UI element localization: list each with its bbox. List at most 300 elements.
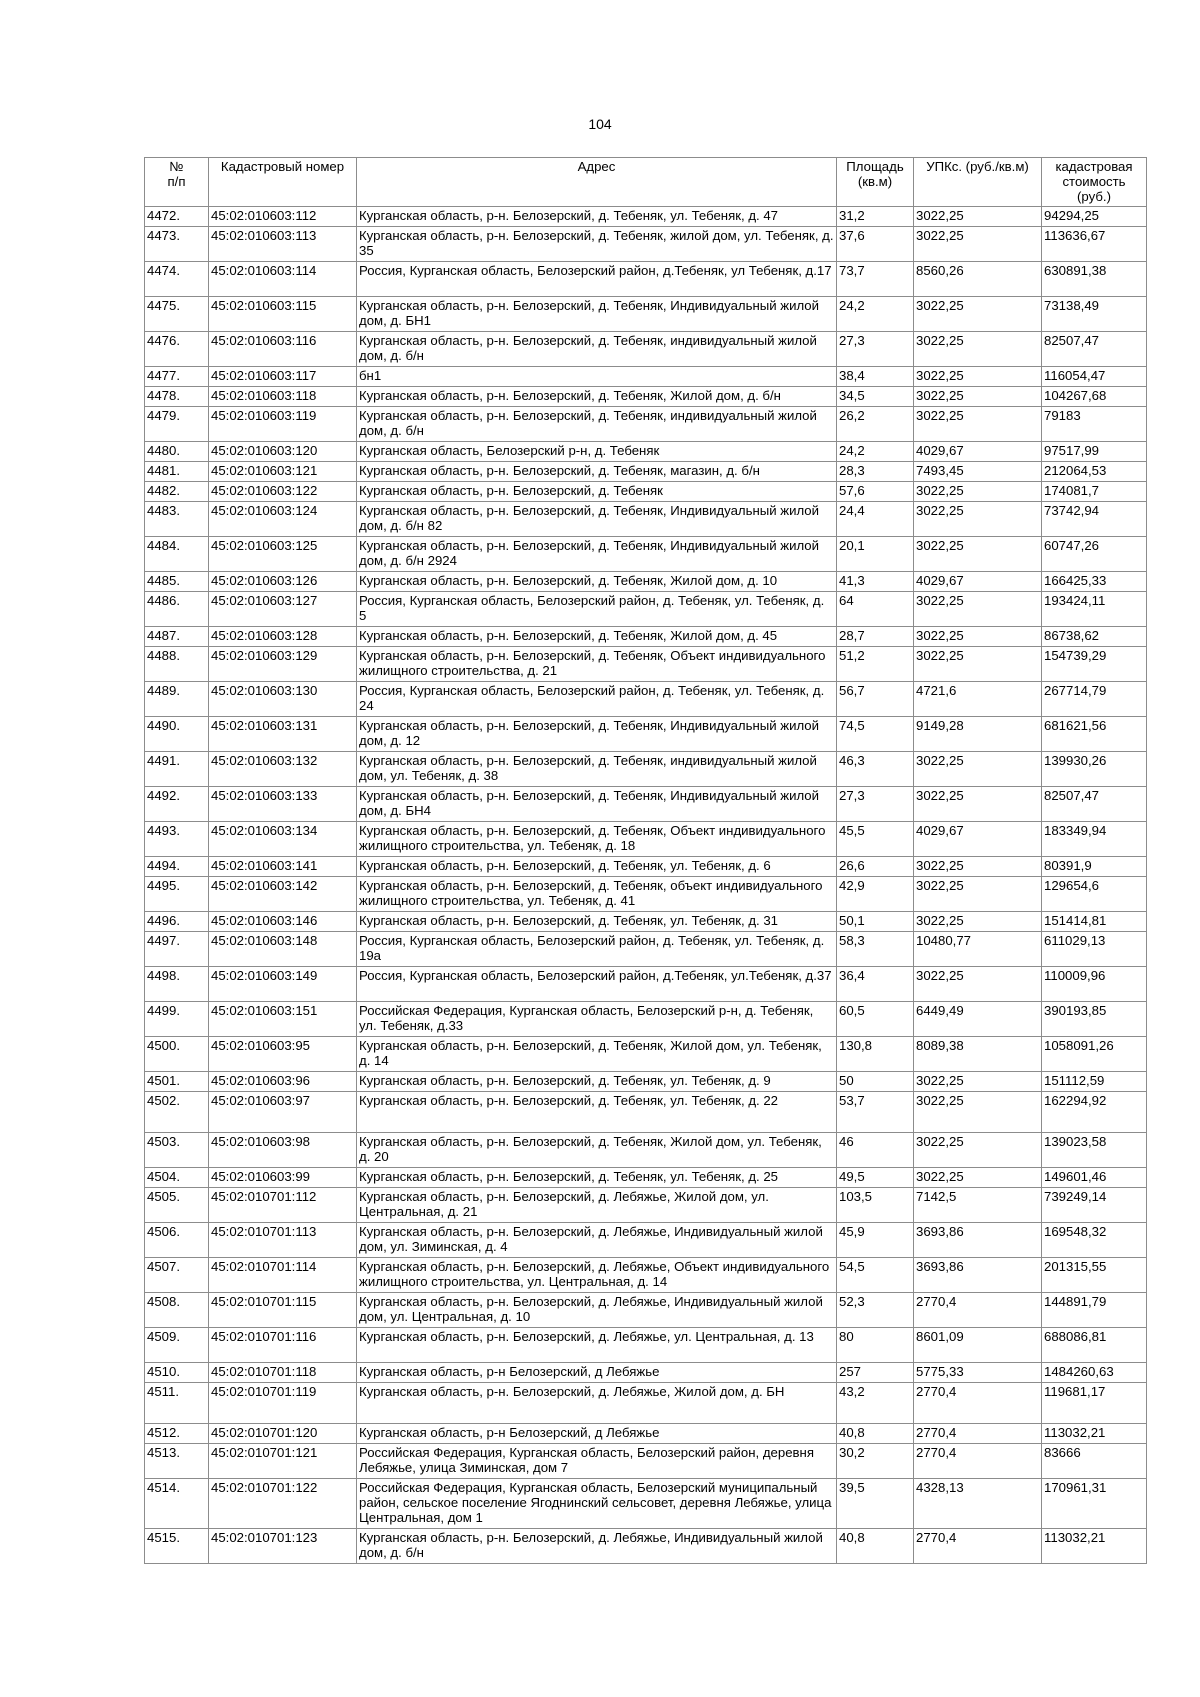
cell-address: Курганская область, р-н. Белозерский, д. Лебяжье, Индивидуальный жилой дом, д. б/н	[357, 1529, 837, 1564]
cell-cadastral-number: 45:02:010603:127	[209, 592, 357, 627]
table-row	[145, 647, 1147, 682]
cell-address: бн1	[357, 367, 837, 387]
cell-cadastral-value: 169548,32	[1042, 1223, 1147, 1258]
cell-upks: 3693,86	[914, 1223, 1042, 1258]
cell-number: 4475.	[145, 297, 209, 332]
cell-cadastral-number: 45:02:010603:125	[209, 537, 357, 572]
table-row	[145, 387, 1147, 407]
cell-area: 57,6	[837, 482, 914, 502]
cell-cadastral-value: 97517,99	[1042, 442, 1147, 462]
cell-upks: 8601,09	[914, 1328, 1042, 1363]
cell-upks: 3022,25	[914, 647, 1042, 682]
cell-area: 43,2	[837, 1383, 914, 1424]
table-row	[145, 482, 1147, 502]
cell-cadastral-number: 45:02:010603:97	[209, 1092, 357, 1133]
cell-upks: 6449,49	[914, 1002, 1042, 1037]
cell-area: 50	[837, 1072, 914, 1092]
cell-number: 4514.	[145, 1479, 209, 1529]
cell-address: Россия, Курганская область, Белозерский район, д. Тебеняк, ул. Тебеняк, д. 5	[357, 592, 837, 627]
cell-address: Курганская область, р-н. Белозерский, д. Тебеняк, ул. Тебеняк, д. 22	[357, 1092, 837, 1133]
header-cadastral-number: Кадастровый номер	[209, 158, 357, 207]
table-row	[145, 1188, 1147, 1223]
cell-area: 36,4	[837, 967, 914, 1002]
cell-upks: 4029,67	[914, 442, 1042, 462]
cell-number: 4483.	[145, 502, 209, 537]
cell-address: Курганская область, р-н. Белозерский, д. Тебеняк, ул. Тебеняк, д. 9	[357, 1072, 837, 1092]
cell-upks: 4029,67	[914, 572, 1042, 592]
cell-address: Курганская область, р-н. Белозерский, д. Тебеняк, Жилой дом, д. 10	[357, 572, 837, 592]
cell-cadastral-value: 212064,53	[1042, 462, 1147, 482]
cell-upks: 3022,25	[914, 627, 1042, 647]
cell-address: Курганская область, р-н. Белозерский, д. Тебеняк, индивидуальный жилой дом, ул. Тебеняк, д. 38	[357, 752, 837, 787]
cell-cadastral-number: 45:02:010603:129	[209, 647, 357, 682]
cell-address: Курганская область, р-н. Белозерский, д. Тебеняк, Объект индивидуального жилищного строительства, д. 21	[357, 647, 837, 682]
cell-address: Курганская область, р-н. Белозерский, д. Тебеняк, Индивидуальный жилой дом, д. БН4	[357, 787, 837, 822]
cell-address: Курганская область, р-н. Белозерский, д. Лебяжье, Объект индивидуального жилищного строительства, ул. Центральная, д. 14	[357, 1258, 837, 1293]
cell-address: Курганская область, р-н. Белозерский, д. Тебеняк, Индивидуальный жилой дом, д. 12	[357, 717, 837, 752]
cell-address: Россия, Курганская область, Белозерский район, д. Тебеняк, ул. Тебеняк, д. 24	[357, 682, 837, 717]
table-row	[145, 1424, 1147, 1444]
cell-area: 26,2	[837, 407, 914, 442]
table-row	[145, 857, 1147, 877]
cell-number: 4473.	[145, 227, 209, 262]
cell-address: Курганская область, р-н. Белозерский, д. Тебеняк, Жилой дом, д. 45	[357, 627, 837, 647]
cell-area: 56,7	[837, 682, 914, 717]
cell-cadastral-number: 45:02:010603:120	[209, 442, 357, 462]
table-row	[145, 442, 1147, 462]
cell-area: 24,2	[837, 297, 914, 332]
cell-address: Курганская область, р-н. Белозерский, д. Тебеняк, Жилой дом, ул. Тебеняк, д. 14	[357, 1037, 837, 1072]
table-row	[145, 1072, 1147, 1092]
cell-address: Курганская область, р-н Белозерский, д Лебяжье	[357, 1424, 837, 1444]
cell-cadastral-number: 45:02:010603:134	[209, 822, 357, 857]
cell-area: 130,8	[837, 1037, 914, 1072]
cell-number: 4508.	[145, 1293, 209, 1328]
cell-cadastral-number: 45:02:010603:131	[209, 717, 357, 752]
cell-area: 58,3	[837, 932, 914, 967]
cell-cadastral-value: 630891,38	[1042, 262, 1147, 297]
cell-address: Курганская область, р-н. Белозерский, д. Лебяжье, Индивидуальный жилой дом, ул. Центральная, д. 10	[357, 1293, 837, 1328]
cell-number: 4480.	[145, 442, 209, 462]
cell-cadastral-value: 80391,9	[1042, 857, 1147, 877]
cell-upks: 3022,25	[914, 207, 1042, 227]
table-row	[145, 207, 1147, 227]
table-row	[145, 592, 1147, 627]
cell-cadastral-value: 110009,96	[1042, 967, 1147, 1002]
cell-cadastral-value: 83666	[1042, 1444, 1147, 1479]
cell-number: 4509.	[145, 1328, 209, 1363]
cell-area: 60,5	[837, 1002, 914, 1037]
table-row	[145, 932, 1147, 967]
cell-cadastral-number: 45:02:010603:117	[209, 367, 357, 387]
cell-address: Курганская область, р-н. Белозерский, д. Тебеняк, ул. Тебеняк, д. 6	[357, 857, 837, 877]
cell-cadastral-number: 45:02:010603:124	[209, 502, 357, 537]
cell-area: 27,3	[837, 332, 914, 367]
cell-cadastral-value: 149601,46	[1042, 1168, 1147, 1188]
cell-upks: 3022,25	[914, 502, 1042, 537]
cell-number: 4478.	[145, 387, 209, 407]
cell-number: 4513.	[145, 1444, 209, 1479]
cell-upks: 3022,25	[914, 857, 1042, 877]
cell-cadastral-number: 45:02:010603:114	[209, 262, 357, 297]
table-row	[145, 967, 1147, 1002]
cell-area: 34,5	[837, 387, 914, 407]
cell-area: 74,5	[837, 717, 914, 752]
cell-area: 46,3	[837, 752, 914, 787]
cell-area: 28,3	[837, 462, 914, 482]
cell-number: 4492.	[145, 787, 209, 822]
cell-number: 4497.	[145, 932, 209, 967]
cell-upks: 7142,5	[914, 1188, 1042, 1223]
table-row	[145, 407, 1147, 442]
cell-number: 4482.	[145, 482, 209, 502]
cell-cadastral-value: 681621,56	[1042, 717, 1147, 752]
cell-address: Россия, Курганская область, Белозерский район, д.Тебеняк, ул Тебеняк, д.17	[357, 262, 837, 297]
cell-cadastral-number: 45:02:010603:148	[209, 932, 357, 967]
cell-cadastral-value: 166425,33	[1042, 572, 1147, 592]
cell-upks: 4721,6	[914, 682, 1042, 717]
cell-cadastral-number: 45:02:010603:126	[209, 572, 357, 592]
cell-upks: 4328,13	[914, 1479, 1042, 1529]
cell-number: 4515.	[145, 1529, 209, 1564]
table-row	[145, 502, 1147, 537]
cell-number: 4488.	[145, 647, 209, 682]
cell-cadastral-value: 86738,62	[1042, 627, 1147, 647]
cell-cadastral-value: 113636,67	[1042, 227, 1147, 262]
cell-number: 4472.	[145, 207, 209, 227]
cell-cadastral-number: 45:02:010701:116	[209, 1328, 357, 1363]
cell-upks: 3022,25	[914, 1072, 1042, 1092]
table-row	[145, 1529, 1147, 1564]
cell-cadastral-number: 45:02:010701:119	[209, 1383, 357, 1424]
cell-cadastral-number: 45:02:010701:120	[209, 1424, 357, 1444]
table-row	[145, 332, 1147, 367]
header-number: № п/п	[145, 158, 209, 207]
cell-number: 4491.	[145, 752, 209, 787]
cell-cadastral-value: 688086,81	[1042, 1328, 1147, 1363]
cell-cadastral-number: 45:02:010603:142	[209, 877, 357, 912]
cell-area: 53,7	[837, 1092, 914, 1133]
cell-cadastral-number: 45:02:010603:151	[209, 1002, 357, 1037]
cell-number: 4510.	[145, 1363, 209, 1383]
cell-cadastral-value: 739249,14	[1042, 1188, 1147, 1223]
cell-address: Курганская область, р-н. Белозерский, д. Лебяжье, Индивидуальный жилой дом, ул. Зиминская, д. 4	[357, 1223, 837, 1258]
table-row	[145, 877, 1147, 912]
cell-address: Курганская область, р-н. Белозерский, д. Тебеняк, объект индивидуального жилищного строительства, ул. Тебеняк, д. 41	[357, 877, 837, 912]
table-row	[145, 1037, 1147, 1072]
table-row	[145, 367, 1147, 387]
table-row	[145, 1168, 1147, 1188]
table-row	[145, 572, 1147, 592]
cell-address: Россия, Курганская область, Белозерский район, д. Тебеняк, ул. Тебеняк, д. 19а	[357, 932, 837, 967]
cell-address: Российская Федерация, Курганская область, Белозерский муниципальный район, сельское поселение Ягоднинский сельсовет, деревня Лебяжье, улица Центральная, дом 1	[357, 1479, 837, 1529]
cell-cadastral-number: 45:02:010603:99	[209, 1168, 357, 1188]
cell-cadastral-value: 139023,58	[1042, 1133, 1147, 1168]
cell-cadastral-number: 45:02:010701:115	[209, 1293, 357, 1328]
cell-number: 4493.	[145, 822, 209, 857]
cell-cadastral-value: 119681,17	[1042, 1383, 1147, 1424]
cell-address: Курганская область, Белозерский р-н, д. Тебеняк	[357, 442, 837, 462]
cell-area: 257	[837, 1363, 914, 1383]
cell-upks: 8560,26	[914, 262, 1042, 297]
cell-cadastral-value: 113032,21	[1042, 1424, 1147, 1444]
cell-upks: 3022,25	[914, 367, 1042, 387]
cell-cadastral-number: 45:02:010603:146	[209, 912, 357, 932]
cell-cadastral-value: 1058091,26	[1042, 1037, 1147, 1072]
cell-cadastral-value: 151414,81	[1042, 912, 1147, 932]
cell-upks: 3022,25	[914, 537, 1042, 572]
cell-area: 38,4	[837, 367, 914, 387]
cell-number: 4505.	[145, 1188, 209, 1223]
cell-address: Россия, Курганская область, Белозерский район, д.Тебеняк, ул.Тебеняк, д.37	[357, 967, 837, 1002]
table-row	[145, 462, 1147, 482]
cell-cadastral-number: 45:02:010603:149	[209, 967, 357, 1002]
cell-number: 4498.	[145, 967, 209, 1002]
cell-cadastral-number: 45:02:010701:112	[209, 1188, 357, 1223]
cell-area: 50,1	[837, 912, 914, 932]
cell-cadastral-number: 45:02:010701:118	[209, 1363, 357, 1383]
cell-address: Курганская область, р-н. Белозерский, д. Тебеняк, магазин, д. б/н	[357, 462, 837, 482]
cell-area: 80	[837, 1328, 914, 1363]
cell-area: 40,8	[837, 1529, 914, 1564]
cell-address: Российская Федерация, Курганская область, Белозерский район, деревня Лебяжье, улица Зиминская, дом 7	[357, 1444, 837, 1479]
cell-address: Курганская область, р-н. Белозерский, д. Тебеняк, индивидуальный жилой дом, д. б/н	[357, 332, 837, 367]
cell-number: 4485.	[145, 572, 209, 592]
cell-upks: 3693,86	[914, 1258, 1042, 1293]
cell-number: 4479.	[145, 407, 209, 442]
cell-cadastral-number: 45:02:010603:113	[209, 227, 357, 262]
cell-cadastral-number: 45:02:010603:112	[209, 207, 357, 227]
table-row	[145, 1479, 1147, 1529]
cell-upks: 3022,25	[914, 752, 1042, 787]
cell-number: 4512.	[145, 1424, 209, 1444]
cell-cadastral-value: 94294,25	[1042, 207, 1147, 227]
cell-cadastral-number: 45:02:010603:133	[209, 787, 357, 822]
cell-cadastral-number: 45:02:010603:115	[209, 297, 357, 332]
cell-area: 103,5	[837, 1188, 914, 1223]
cell-address: Курганская область, р-н. Белозерский, д. Тебеняк, Индивидуальный жилой дом, д. б/н 2924	[357, 537, 837, 572]
cell-area: 40,8	[837, 1424, 914, 1444]
header-address: Адрес	[357, 158, 837, 207]
cell-cadastral-value: 82507,47	[1042, 332, 1147, 367]
cell-number: 4496.	[145, 912, 209, 932]
cell-upks: 3022,25	[914, 877, 1042, 912]
cell-upks: 2770,4	[914, 1383, 1042, 1424]
cell-area: 37,6	[837, 227, 914, 262]
cell-number: 4507.	[145, 1258, 209, 1293]
cell-cadastral-number: 45:02:010603:119	[209, 407, 357, 442]
cell-area: 64	[837, 592, 914, 627]
cell-cadastral-value: 170961,31	[1042, 1479, 1147, 1529]
cell-number: 4494.	[145, 857, 209, 877]
cell-cadastral-value: 139930,26	[1042, 752, 1147, 787]
cell-area: 31,2	[837, 207, 914, 227]
cell-upks: 10480,77	[914, 932, 1042, 967]
table-row	[145, 787, 1147, 822]
cell-number: 4495.	[145, 877, 209, 912]
cell-cadastral-number: 45:02:010701:114	[209, 1258, 357, 1293]
table-row	[145, 682, 1147, 717]
table-row	[145, 262, 1147, 297]
cell-cadastral-number: 45:02:010701:121	[209, 1444, 357, 1479]
cell-number: 4504.	[145, 1168, 209, 1188]
cell-upks: 2770,4	[914, 1444, 1042, 1479]
cell-area: 54,5	[837, 1258, 914, 1293]
cell-cadastral-number: 45:02:010701:122	[209, 1479, 357, 1529]
cell-area: 46	[837, 1133, 914, 1168]
cell-cadastral-value: 60747,26	[1042, 537, 1147, 572]
table-row	[145, 537, 1147, 572]
header-upks: УПКс. (руб./кв.м)	[914, 158, 1042, 207]
cell-cadastral-value: 193424,11	[1042, 592, 1147, 627]
cell-cadastral-number: 45:02:010603:130	[209, 682, 357, 717]
cell-number: 4500.	[145, 1037, 209, 1072]
cell-upks: 3022,25	[914, 1133, 1042, 1168]
cell-area: 52,3	[837, 1293, 914, 1328]
cell-area: 42,9	[837, 877, 914, 912]
cell-cadastral-number: 45:02:010603:132	[209, 752, 357, 787]
cell-cadastral-number: 45:02:010701:113	[209, 1223, 357, 1258]
cell-area: 51,2	[837, 647, 914, 682]
cell-area: 27,3	[837, 787, 914, 822]
cell-cadastral-number: 45:02:010603:96	[209, 1072, 357, 1092]
cell-cadastral-number: 45:02:010603:121	[209, 462, 357, 482]
header-cadastral-value: кадастровая стоимость (руб.)	[1042, 158, 1147, 207]
cell-upks: 3022,25	[914, 332, 1042, 367]
cell-cadastral-value: 129654,6	[1042, 877, 1147, 912]
cell-upks: 3022,25	[914, 407, 1042, 442]
cell-address: Курганская область, р-н. Белозерский, д. Тебеняк, Жилой дом, д. б/н	[357, 387, 837, 407]
cell-cadastral-value: 113032,21	[1042, 1529, 1147, 1564]
cell-cadastral-value: 79183	[1042, 407, 1147, 442]
cell-number: 4486.	[145, 592, 209, 627]
cell-area: 24,4	[837, 502, 914, 537]
cell-upks: 3022,25	[914, 297, 1042, 332]
cell-address: Курганская область, р-н. Белозерский, д. Тебеняк, ул. Тебеняк, д. 31	[357, 912, 837, 932]
cell-cadastral-number: 45:02:010603:128	[209, 627, 357, 647]
cell-upks: 2770,4	[914, 1293, 1042, 1328]
table-row	[145, 1133, 1147, 1168]
cell-cadastral-value: 390193,85	[1042, 1002, 1147, 1037]
cell-cadastral-number: 45:02:010701:123	[209, 1529, 357, 1564]
cell-cadastral-number: 45:02:010603:122	[209, 482, 357, 502]
cell-address: Российская Федерация, Курганская область, Белозерский р-н, д. Тебеняк, ул. Тебеняк, д.33	[357, 1002, 837, 1037]
cell-cadastral-number: 45:02:010603:141	[209, 857, 357, 877]
cadastral-table	[144, 157, 1147, 1564]
cell-address: Курганская область, р-н. Белозерский, д. Тебеняк, Жилой дом, ул. Тебеняк, д. 20	[357, 1133, 837, 1168]
cell-upks: 3022,25	[914, 1092, 1042, 1133]
cell-number: 4474.	[145, 262, 209, 297]
cell-upks: 7493,45	[914, 462, 1042, 482]
cell-number: 4489.	[145, 682, 209, 717]
cell-area: 24,2	[837, 442, 914, 462]
cell-upks: 3022,25	[914, 912, 1042, 932]
table-row	[145, 752, 1147, 787]
cell-cadastral-number: 45:02:010603:95	[209, 1037, 357, 1072]
cell-upks: 2770,4	[914, 1424, 1042, 1444]
cell-cadastral-number: 45:02:010603:118	[209, 387, 357, 407]
table-row	[145, 627, 1147, 647]
cell-cadastral-value: 151112,59	[1042, 1072, 1147, 1092]
cell-area: 73,7	[837, 262, 914, 297]
cell-area: 28,7	[837, 627, 914, 647]
cell-cadastral-value: 611029,13	[1042, 932, 1147, 967]
table-row	[145, 1383, 1147, 1424]
cell-upks: 2770,4	[914, 1529, 1042, 1564]
cell-cadastral-value: 267714,79	[1042, 682, 1147, 717]
cell-area: 39,5	[837, 1479, 914, 1529]
cell-area: 45,5	[837, 822, 914, 857]
cell-number: 4503.	[145, 1133, 209, 1168]
cell-upks: 3022,25	[914, 592, 1042, 627]
cell-cadastral-value: 201315,55	[1042, 1258, 1147, 1293]
cell-address: Курганская область, р-н. Белозерский, д. Тебеняк, ул. Тебеняк, д. 47	[357, 207, 837, 227]
cell-number: 4490.	[145, 717, 209, 752]
cell-number: 4499.	[145, 1002, 209, 1037]
cell-number: 4487.	[145, 627, 209, 647]
cell-cadastral-value: 154739,29	[1042, 647, 1147, 682]
cell-address: Курганская область, р-н. Белозерский, д. Тебеняк, ул. Тебеняк, д. 25	[357, 1168, 837, 1188]
table-row	[145, 1002, 1147, 1037]
cell-number: 4484.	[145, 537, 209, 572]
cell-upks: 3022,25	[914, 482, 1042, 502]
cell-number: 4506.	[145, 1223, 209, 1258]
cell-cadastral-value: 174081,7	[1042, 482, 1147, 502]
cell-address: Курганская область, р-н. Белозерский, д. Лебяжье, ул. Центральная, д. 13	[357, 1328, 837, 1363]
header-area: Площадь (кв.м)	[837, 158, 914, 207]
cell-area: 30,2	[837, 1444, 914, 1479]
cell-cadastral-value: 144891,79	[1042, 1293, 1147, 1328]
cell-cadastral-value: 183349,94	[1042, 822, 1147, 857]
cell-address: Курганская область, р-н. Белозерский, д. Тебеняк, жилой дом, ул. Тебеняк, д. 35	[357, 227, 837, 262]
table-row	[145, 822, 1147, 857]
table-row	[145, 1092, 1147, 1133]
cell-upks: 3022,25	[914, 227, 1042, 262]
table-row	[145, 912, 1147, 932]
cell-cadastral-number: 45:02:010603:116	[209, 332, 357, 367]
cell-upks: 8089,38	[914, 1037, 1042, 1072]
cell-cadastral-value: 116054,47	[1042, 367, 1147, 387]
cell-cadastral-value: 1484260,63	[1042, 1363, 1147, 1383]
table-row	[145, 1444, 1147, 1479]
cell-number: 4477.	[145, 367, 209, 387]
cell-address: Курганская область, р-н. Белозерский, д. Тебеняк	[357, 482, 837, 502]
cell-area: 26,6	[837, 857, 914, 877]
table-header-row	[145, 158, 1147, 207]
cell-number: 4511.	[145, 1383, 209, 1424]
cell-number: 4476.	[145, 332, 209, 367]
cell-address: Курганская область, р-н. Белозерский, д. Тебеняк, Объект индивидуального жилищного строительства, ул. Тебеняк, д. 18	[357, 822, 837, 857]
table-row	[145, 227, 1147, 262]
cell-cadastral-number: 45:02:010603:98	[209, 1133, 357, 1168]
cell-area: 41,3	[837, 572, 914, 592]
cell-address: Курганская область, р-н. Белозерский, д. Тебеняк, индивидуальный жилой дом, д. б/н	[357, 407, 837, 442]
cell-upks: 3022,25	[914, 387, 1042, 407]
cell-cadastral-value: 162294,92	[1042, 1092, 1147, 1133]
cell-area: 45,9	[837, 1223, 914, 1258]
cell-area: 49,5	[837, 1168, 914, 1188]
cell-cadastral-value: 82507,47	[1042, 787, 1147, 822]
page-number: 104	[588, 116, 612, 132]
cell-address: Курганская область, р-н. Белозерский, д. Тебеняк, Индивидуальный жилой дом, д. б/н 82	[357, 502, 837, 537]
cell-upks: 3022,25	[914, 967, 1042, 1002]
table-row	[145, 1258, 1147, 1293]
cell-address: Курганская область, р-н Белозерский, д Лебяжье	[357, 1363, 837, 1383]
table-row	[145, 1328, 1147, 1363]
table-row	[145, 297, 1147, 332]
cell-number: 4481.	[145, 462, 209, 482]
table-body	[145, 207, 1147, 1564]
